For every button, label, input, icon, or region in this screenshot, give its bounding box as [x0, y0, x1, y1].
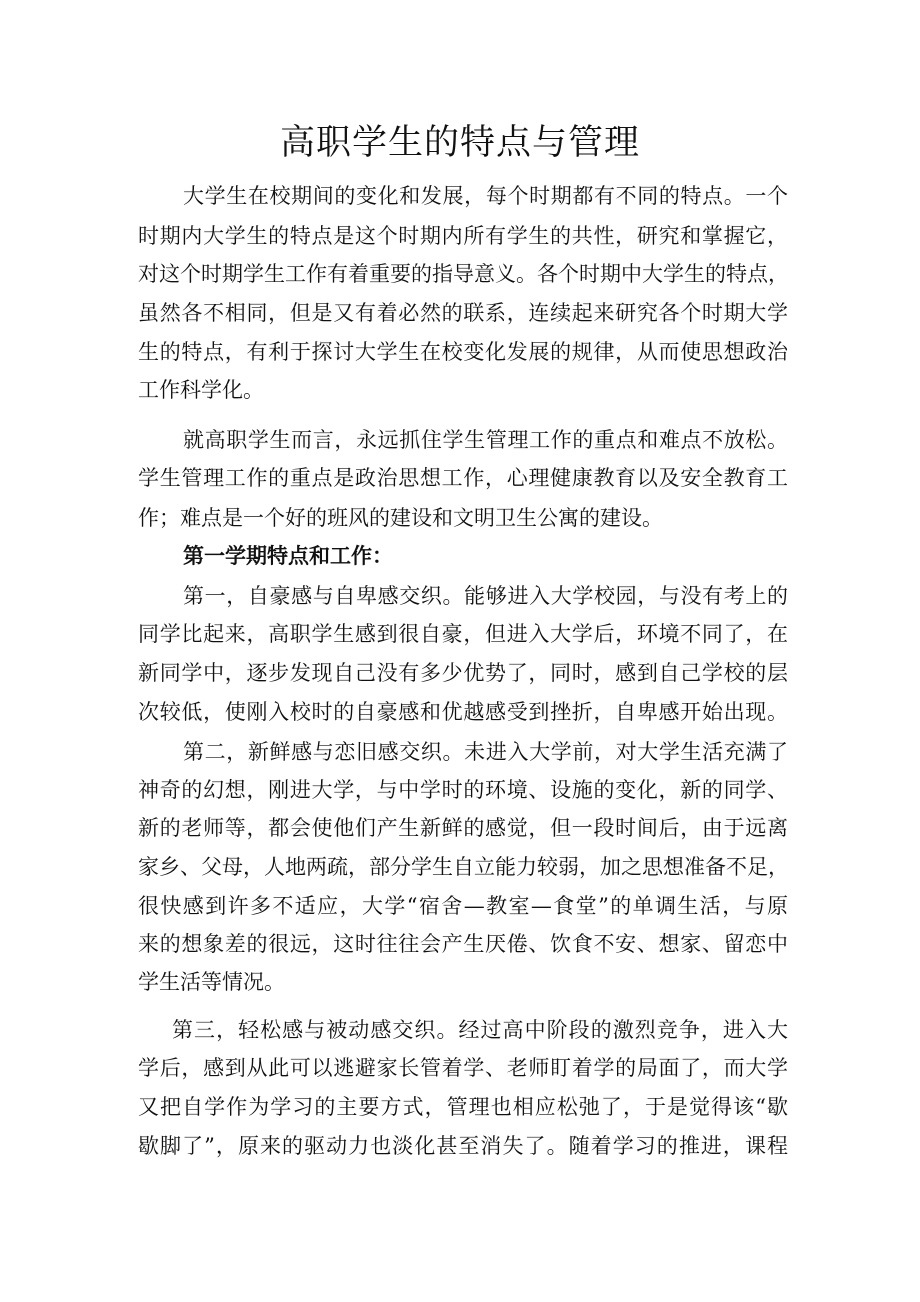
- paragraph-2-line-1: 就高职学生而言，永远抓住学生管理工作的重点和难点不放松。: [183, 428, 788, 452]
- paragraph-1-line-3: 对这个时期学生工作有着重要的指导意义。各个时期中大学生的特点，: [138, 262, 789, 286]
- paragraph-5-line-7: 学生活等情况。: [138, 970, 285, 994]
- paragraph-5-line-3: 新的老师等，都会使他们产生新鲜的感觉，但一段时间后，由于远离: [138, 816, 788, 840]
- paragraph-6-line-2: 学后，感到从此可以逃避家长管着学、老师盯着学的局面了，而大学: [138, 1056, 788, 1080]
- paragraph-4-line-4: 次较低，使刚入校时的自豪感和优越感受到挫折，自卑感开始出现。: [138, 700, 788, 724]
- paragraph-2-line-2: 学生管理工作的重点是政治思想工作，心理健康教育以及安全教育工: [138, 466, 788, 490]
- paragraph-4-line-1: 第一，自豪感与自卑感交织。能够进入大学校园，与没有考上的: [183, 584, 788, 608]
- paragraph-1-line-6: 工作科学化。: [138, 378, 264, 402]
- paragraph-6-line-3: 又把自学作为学习的主要方式，管理也相应松弛了，于是觉得该“歇: [138, 1095, 788, 1119]
- paragraph-5-line-2: 神奇的幻想，刚进大学，与中学时的环境、设施的变化，新的同学、: [138, 778, 788, 802]
- paragraph-2-line-3: 作；难点是一个好的班风的建设和文明卫生公寓的建设。: [138, 506, 663, 530]
- paragraph-4-line-3: 新同学中，逐步发现自己没有多少优势了，同时，感到自己学校的层: [138, 661, 788, 685]
- document-title: 高职学生的特点与管理: [279, 123, 640, 163]
- paragraph-5-line-1: 第二，新鲜感与恋旧感交织。未进入大学前，对大学生活充满了: [183, 740, 788, 764]
- paragraph-6-line-4: 歇脚了”，原来的驱动力也淡化甚至消失了。随着学习的推进，课程: [138, 1134, 788, 1158]
- paragraph-5-line-6: 来的想象差的很远，这时往往会产生厌倦、饮食不安、想家、留恋中: [138, 932, 788, 956]
- section-heading-first-term: 第一学期特点和工作：: [183, 543, 393, 568]
- paragraph-6-line-1: 第三，轻松感与被动感交织。经过高中阶段的激烈竞争，进入大: [172, 1018, 788, 1042]
- paragraph-1-line-5: 生的特点，有利于探讨大学生在校变化发展的规律，从而使思想政治: [138, 340, 788, 364]
- paragraph-5-line-5: 很快感到许多不适应，大学“宿舍—教室—食堂”的单调生活，与原: [138, 894, 788, 918]
- paragraph-4-line-2: 同学比起来，高职学生感到很自豪，但进入大学后，环境不同了，在: [138, 622, 788, 646]
- paragraph-1-line-2: 时期内大学生的特点是这个时期内所有学生的共性，研究和掌握它，: [138, 224, 788, 248]
- paragraph-1-line-4: 虽然各不相同，但是又有着必然的联系，连续起来研究各个时期大学: [138, 301, 788, 325]
- paragraph-5-line-4: 家乡、父母，人地两疏，部分学生自立能力较弱，加之思想准备不足，: [138, 855, 789, 879]
- paragraph-1-line-1: 大学生在校期间的变化和发展，每个时期都有不同的特点。一个: [183, 184, 788, 208]
